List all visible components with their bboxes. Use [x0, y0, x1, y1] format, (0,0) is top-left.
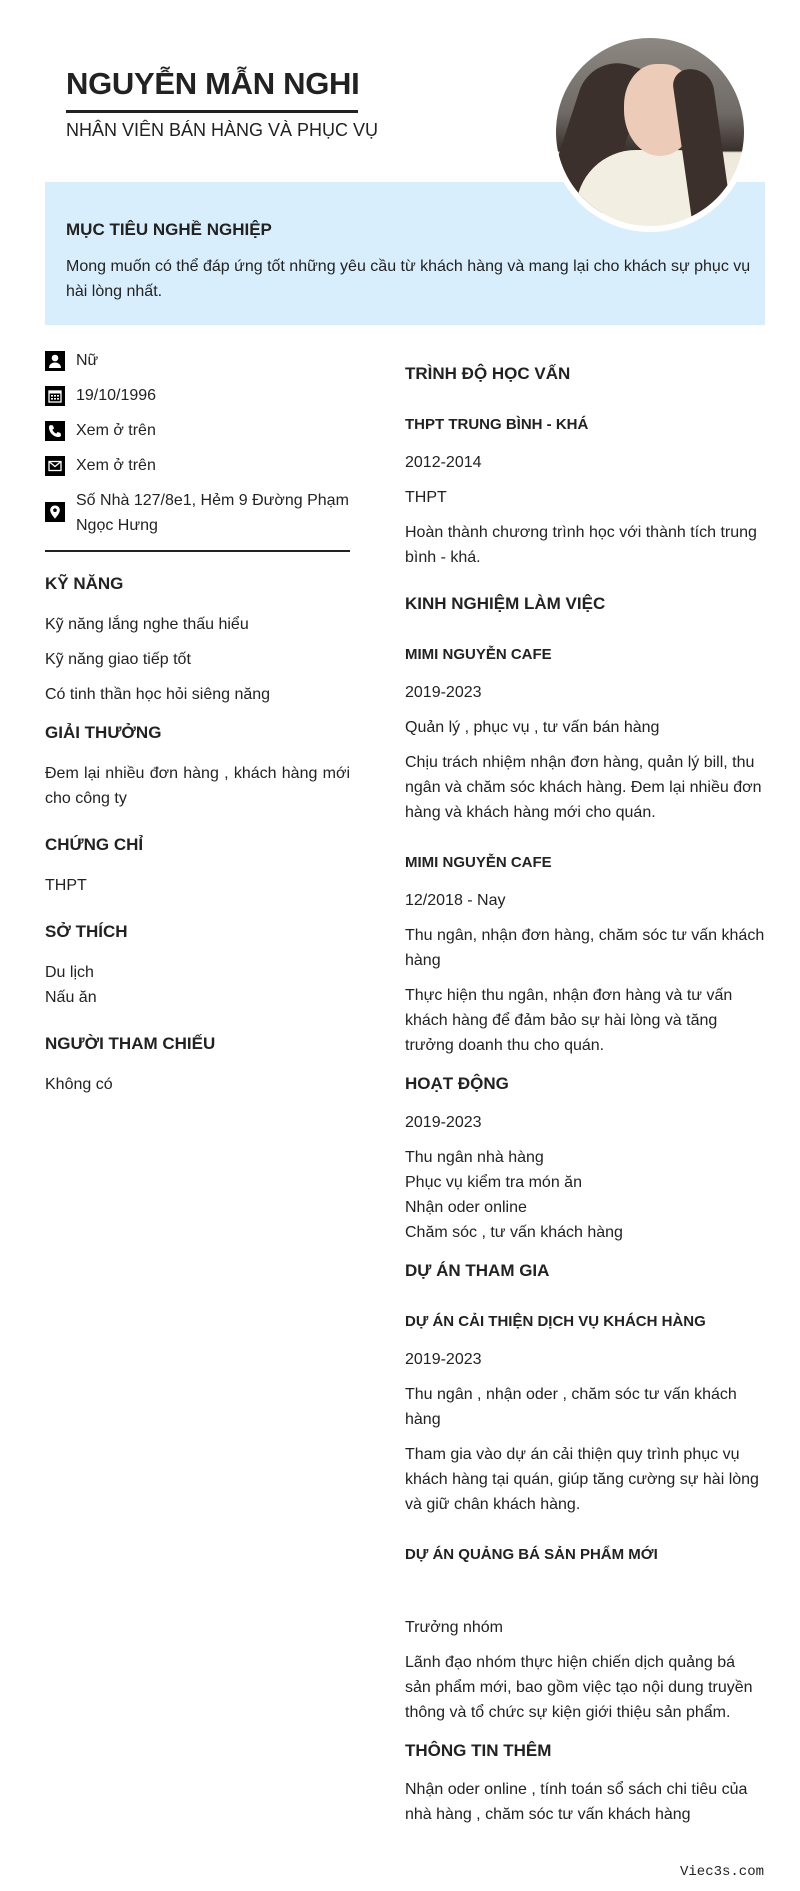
- hobbies-title: SỞ THÍCH: [45, 922, 128, 941]
- education-period: 2012-2014: [405, 454, 482, 471]
- activity-item: Chăm sóc , tư vấn khách hàng: [405, 1224, 623, 1241]
- phone-value: Xem ở trên: [76, 422, 156, 439]
- project-period: [405, 1580, 765, 1605]
- skill-item: Có tinh thần học hỏi siêng năng: [45, 686, 271, 703]
- career-objective-title: MỤC TIÊU NGHỀ NGHIỆP: [66, 220, 272, 239]
- contact-phone: [45, 418, 350, 443]
- phone-icon: [45, 421, 65, 441]
- name-underline: [66, 110, 358, 113]
- activities-title: HOẠT ĐỘNG: [405, 1074, 509, 1093]
- candidate-name: NGUYỄN MẪN NGHI: [66, 66, 360, 101]
- education-school: THPT TRUNG BÌNH - KHÁ: [405, 416, 589, 433]
- activities-list: [405, 1145, 765, 1245]
- right-column: [405, 362, 765, 1837]
- address-value: Số Nhà 127/8e1, Hẻm 9 Đường Phạm Ngọc Hưng: [76, 492, 349, 534]
- activities-period: 2019-2023: [405, 1114, 482, 1131]
- project-name: DỰ ÁN QUẢNG BÁ SẢN PHẨM MỚI: [405, 1546, 658, 1563]
- additional-info-text: Nhận oder online , tính toán sổ sách chi tiêu của nhà hàng , chăm sóc tư vấn khách hàng: [405, 1781, 748, 1823]
- project-description: Lãnh đạo nhóm thực hiện chiến dịch quảng bá sản phẩm mới, bao gồm việc tạo nội dung truyền thông và tổ chức sự kiện giới thiệu sản phẩm.: [405, 1654, 753, 1721]
- references-section: [45, 1032, 350, 1097]
- awards-title: GIẢI THƯỞNG: [45, 723, 162, 742]
- hobby-item: Nấu ăn: [45, 989, 97, 1006]
- contact-email: [45, 453, 350, 478]
- email-icon: [45, 456, 65, 476]
- hobbies-section: [45, 920, 350, 1010]
- email-value: Xem ở trên: [76, 457, 156, 474]
- experience-company: MIMI NGUYỄN CAFE: [405, 646, 552, 663]
- gender-value: Nữ: [76, 352, 99, 369]
- skill-item: Kỹ năng lắng nghe thấu hiểu: [45, 616, 249, 633]
- education-section: [405, 362, 765, 570]
- awards-section: [45, 721, 350, 811]
- birthday-value: 19/10/1996: [76, 387, 157, 404]
- experience-description: Thực hiện thu ngân, nhận đơn hàng và tư vấn khách hàng để đảm bảo sự hài lòng và tăng trưởng doanh thu cho quán.: [405, 987, 733, 1054]
- hobby-item: Du lịch: [45, 964, 94, 981]
- skills-title: KỸ NĂNG: [45, 574, 124, 593]
- calendar-icon: [45, 386, 65, 406]
- experience-description: Chịu trách nhiệm nhận đơn hàng, quản lý bill, thu ngân và chăm sóc khách hàng. Đem lại nhiều đơn hàng và khách hàng mới cho quán.: [405, 754, 762, 821]
- awards-text: Đem lại nhiều đơn hàng , khách hàng mới cho công ty: [45, 765, 350, 807]
- experience-section: [405, 592, 765, 1058]
- location-pin-icon: [45, 502, 65, 522]
- experience-period: 12/2018 - Nay: [405, 892, 506, 909]
- references-text: Không có: [45, 1076, 113, 1093]
- profile-photo: [556, 38, 744, 226]
- contact-birthday: [45, 383, 350, 408]
- activities-section: [405, 1072, 765, 1245]
- project-period: 2019-2023: [405, 1351, 482, 1368]
- education-title: TRÌNH ĐỘ HỌC VẤN: [405, 364, 571, 383]
- activity-item: Thu ngân nhà hàng: [405, 1149, 544, 1166]
- education-description: Hoàn thành chương trình học với thành tích trung bình - khá.: [405, 524, 757, 566]
- job-title: NHÂN VIÊN BÁN HÀNG VÀ PHỤC VỤ: [66, 120, 379, 140]
- left-column: [45, 348, 350, 1117]
- person-icon: [45, 351, 65, 371]
- project-description: Tham gia vào dự án cải thiện quy trình phục vụ khách hàng tại quán, giúp tăng cường sự hài lòng và giữ chân khách hàng.: [405, 1446, 759, 1513]
- project-role: Trưởng nhóm: [405, 1619, 503, 1636]
- projects-section: [405, 1259, 765, 1725]
- certificates-section: [45, 833, 350, 898]
- additional-info-title: THÔNG TIN THÊM: [405, 1741, 552, 1760]
- references-title: NGƯỜI THAM CHIẾU: [45, 1034, 216, 1053]
- contact-gender: [45, 348, 350, 373]
- avatar: [550, 32, 750, 232]
- additional-info-section: [405, 1739, 765, 1827]
- experience-title: KINH NGHIỆM LÀM VIỆC: [405, 594, 606, 613]
- project-role: Thu ngân , nhận oder , chăm sóc tư vấn khách hàng: [405, 1386, 737, 1428]
- career-objective-text: Mong muốn có thể đáp ứng tốt những yêu cầu từ khách hàng và mang lại cho khách sự phục vụ hài lòng nhất.: [66, 258, 751, 300]
- contact-divider: [45, 550, 350, 552]
- projects-title: DỰ ÁN THAM GIA: [405, 1261, 550, 1280]
- certificates-title: CHỨNG CHỈ: [45, 835, 144, 854]
- hobbies-list: [45, 960, 350, 1010]
- experience-period: 2019-2023: [405, 684, 482, 701]
- experience-position: Quản lý , phục vụ , tư vấn bán hàng: [405, 719, 660, 736]
- experience-company: MIMI NGUYỄN CAFE: [405, 854, 552, 871]
- project-name: DỰ ÁN CẢI THIỆN DỊCH VỤ KHÁCH HÀNG: [405, 1313, 706, 1330]
- education-major: THPT: [405, 489, 447, 506]
- contact-address: [45, 488, 350, 538]
- activity-item: Phục vụ kiểm tra món ăn: [405, 1174, 582, 1191]
- skills-section: [45, 572, 350, 707]
- certificates-text: THPT: [45, 877, 87, 894]
- skill-item: Kỹ năng giao tiếp tốt: [45, 651, 191, 668]
- experience-position: Thu ngân, nhận đơn hàng, chăm sóc tư vấn khách hàng: [405, 927, 765, 969]
- activity-item: Nhận oder online: [405, 1199, 527, 1216]
- watermark: Viec3s.com: [680, 1864, 765, 1880]
